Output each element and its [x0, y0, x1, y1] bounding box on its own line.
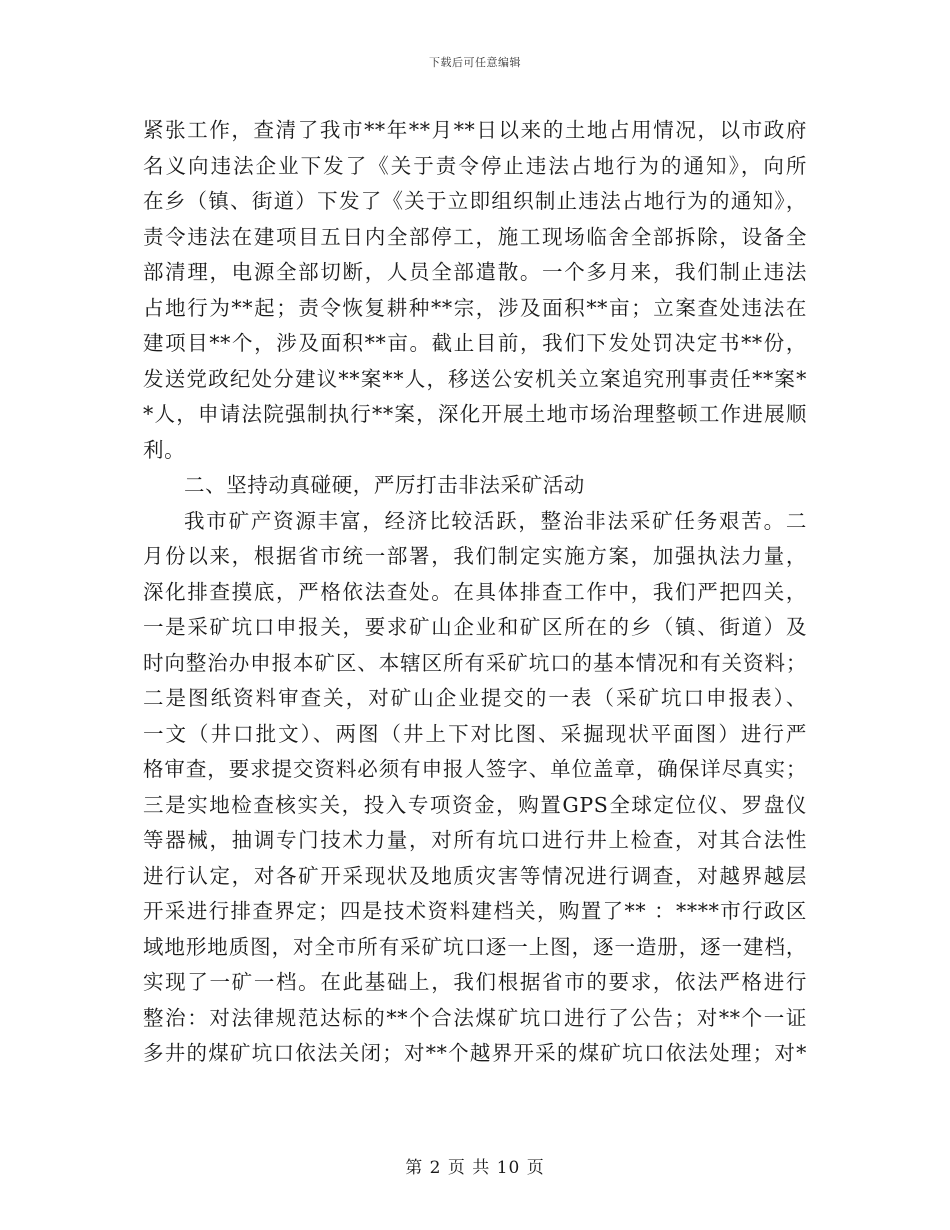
body-text-line: 月份以来，根据省市统一部署，我们制定实施方案，加强执法力量， [143, 544, 807, 568]
body-text-line: 开采进行排查界定；四是技术资料建档关，购置了** ：****市行政区 [143, 899, 807, 923]
body-text-line: 发送党政纪处分建议**案**人，移送公安机关立案追究刑事责任**案* [143, 366, 807, 391]
body-text-line: 等器械，抽调专门技术力量，对所有坑口进行井上检查，对其合法性 [143, 828, 807, 852]
body-text-line: 二、坚持动真碰硬，严厉打击非法采矿活动 [184, 473, 585, 497]
body-text-line: 多井的煤矿坑口依法关闭；对**个越界开采的煤矿坑口依法处理；对* [143, 1041, 807, 1065]
body-text-line: 建项目**个，涉及面积**亩。截止目前，我们下发处罚决定书**份， [143, 331, 807, 355]
body-text-line: 实现了一矿一档。在此基础上，我们根据省市的要求，依法严格进行 [143, 970, 807, 994]
body-text-line: 占地行为**起；责令恢复耕种**宗，涉及面积**亩；立案查处违法在 [143, 295, 807, 320]
body-text-line: 进行认定，对各矿开采现状及地质灾害等情况进行调查，对越界越层 [143, 863, 807, 888]
page-header-note: 下载后可任意编辑 [429, 56, 521, 69]
body-text-line: 我市矿产资源丰富，经济比较活跃，整治非法采矿任务艰苦。二 [184, 508, 807, 533]
body-text-line: 整治：对法律规范达标的**个合法煤矿坑口进行了公告；对**个一证 [143, 1005, 807, 1030]
body-text-line: *人，申请法院强制执行**案，深化开展土地市场治理整顿工作进展顺 [143, 402, 807, 426]
body-text-line: 责令违法在建项目五日内全部停工，施工现场临舍全部拆除，设备全 [143, 224, 807, 249]
body-text-line: 深化排查摸底，严格依法查处。在具体排查工作中，我们严把四关， [143, 579, 807, 604]
body-text-line: 时向整治办申报本矿区、本辖区所有采矿坑口的基本情况和有关资料； [143, 650, 807, 675]
body-text-line: 二是图纸资料审查关，对矿山企业提交的一表（采矿坑口申报表）、 [143, 686, 807, 710]
body-text-line: 紧张工作，查清了我市**年**月**日以来的土地占用情况，以市政府 [143, 118, 807, 142]
body-text-line: 一是采矿坑口申报关，要求矿山企业和矿区所在的乡（镇、街道）及 [143, 615, 807, 639]
body-text-line: 利。 [143, 437, 186, 462]
body-text-line: 格审查，要求提交资料必须有申报人签字、单位盖章，确保详尽真实； [143, 757, 807, 781]
body-text-line: 域地形地质图，对全市所有采矿坑口逐一上图，逐一造册，逐一建档， [143, 934, 807, 959]
page-number-footer: 第 2 页 共 10 页 [405, 1158, 545, 1178]
body-text-line: 部清理，电源全部切断，人员全部遣散。一个多月来，我们制止违法 [143, 260, 807, 284]
body-text-line: 在乡（镇、街道）下发了《关于立即组织制止违法占地行为的通知》， [143, 189, 807, 213]
body-text-line: 三是实地检查核实关，投入专项资金，购置GPS全球定位仪、罗盘仪 [143, 792, 807, 817]
document-body [143, 113, 807, 1072]
body-text-line: 一文（井口批文）、两图（井上下对比图、采掘现状平面图）进行严 [143, 721, 807, 746]
body-text-line: 名义向违法企业下发了《关于责令停止违法占地行为的通知》，向所 [143, 153, 807, 178]
